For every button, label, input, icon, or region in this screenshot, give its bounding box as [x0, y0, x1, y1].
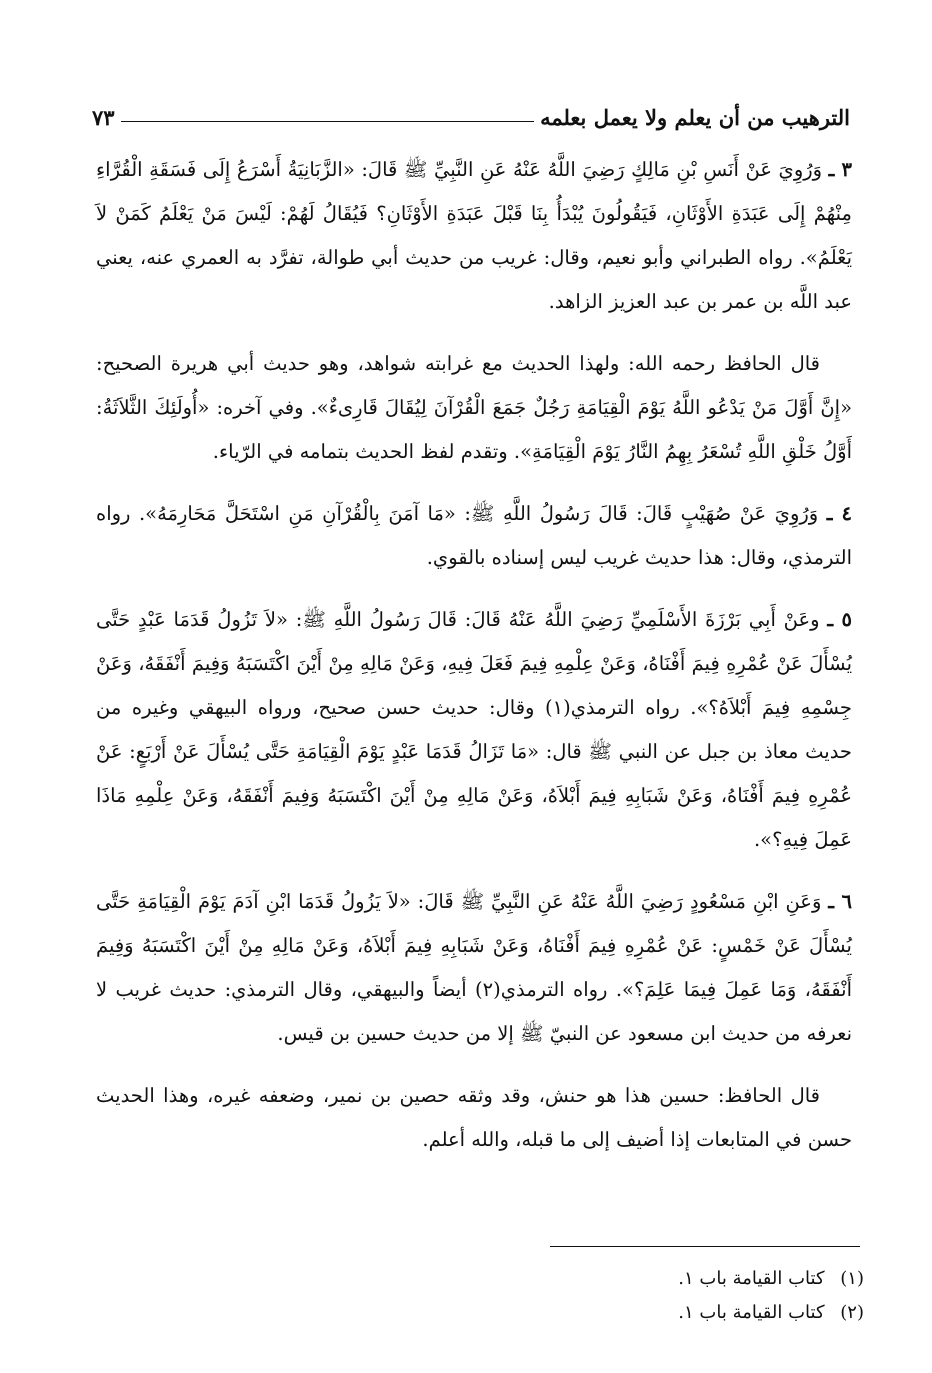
paragraph-text: وَعَنِ ابْنِ مَسْعُودٍ رَضِيَ اللَّهُ عَنْهُ عَنِ النَّبِيِّ ﷺ قَالَ: «لاَ يَزُولُ قَدَمَا ابْنِ آدَمَ يَوْمَ الْقِيَامَةِ حَتَّى يُسْأَلَ عَنْ خَمْسٍ: عَنْ عُمْرِهِ فِيمَ أَفْنَاهُ، وَعَنْ شَبَابِهِ فِيمَ أَبْلاَهُ، وَعَنْ مَالِهِ مِنْ أَيْنَ اكْتَسَبَهُ وَفِيمَ أَنْفَقَهُ، وَمَا عَمِلَ فِيمَا عَلِمَ؟». رواه الترمذي(٢) أيضاً والبيهقي، وقال الترمذي: حديث غريب لا نعرفه من حديث ابن مسعود عن النبيّ ﷺ إلا من حديث حسين بن قيس.: [96, 890, 852, 1045]
footnote-divider: [550, 1246, 860, 1247]
paragraph-text: وَرُوِيَ عَنْ أَنَسِ بْنِ مَالِكٍ رَضِيَ اللَّهُ عَنْهُ عَنِ النَّبِيِّ ﷺ قَالَ: «الزَّبَانِيَةُ أَسْرَعُ إِلَى فَسَقَةِ الْقُرَّاءِ مِنْهُمْ إِلَى عَبَدَةِ الأَوْثَانِ، فَيَقُولُونَ يُبْدَأُ بِنَا قَبْلَ عَبَدَةِ الأَوْثَانِ؟ فَيُقَالُ لَهُمْ: لَيْسَ مَنْ يَعْلَمُ كَمَنْ لاَ يَعْلَمُ». رواه الطبراني وأبو نعيم، وقال: غريب من حديث أبي طوالة، تفرَّد به العمري عنه، يعني عبد اللَّه بن عمر بن عبد العزيز الزاهد.: [96, 158, 852, 313]
paragraph-text: قال الحافظ رحمه الله: ولهذا الحديث مع غرابته شواهد، وهو حديث أبي هريرة الصحيح: «إِنَّ أَوَّلَ مَنْ يَدْعُو اللَّهُ يَوْمَ الْقِيَامَةِ رَجُلٌ جَمَعَ الْقُرْآنَ لِيُقَالَ قَارِىءٌ». وفي آخره: «أُولَئِكَ الثَّلاَثَةُ: أَوَّلُ خَلْقِ اللَّهِ تُسْعَرُ بِهِمُ النَّارُ يَوْمَ الْقِيَامَةِ». وتقدم لفظ الحديث بتمامه في الرّياء.: [96, 352, 852, 463]
paragraph-hafiz-comment-1: [96, 342, 852, 474]
paragraph-hadith-5: [96, 598, 852, 862]
footnote-number: (٢): [840, 1302, 864, 1323]
hadith-number: ٣ ـ: [828, 158, 852, 181]
paragraph-text: وعَنْ أَبِي بَرْزَةَ الأَسْلَمِيِّ رَضِيَ اللَّهُ عَنْهُ قَالَ: قَالَ رَسُولُ اللَّهِ ﷺ: «لاَ تَزُولُ قَدَمَا عَبْدٍ حَتَّى يُسْأَلَ عَنْ عُمْرِهِ فِيمَ أَفْنَاهُ، وَعَنْ عِلْمِهِ فِيمَ فَعَلَ فِيهِ، وَعَنْ مَالِهِ مِنْ أَيْنَ اكْتَسَبَهُ وَفِيمَ أَنْفَقَهُ، وَعَنْ جِسْمِهِ فِيمَ أَبْلاَهُ؟». رواه الترمذي(١) وقال: حديث حسن صحيح، ورواه البيهقي وغيره من حديث معاذ بن جبل عن النبي ﷺ قال: «مَا تَزَالُ قَدَمَا عَبْدٍ يَوْمَ الْقِيَامَةِ حَتَّى يُسْأَلَ عَنْ أَرْبَعٍ: عَنْ عُمْرِهِ فِيمَ أَفْنَاهُ، وَعَنْ شَبَابِهِ فِيمَ أَبْلاَهُ، وَعَنْ مَالِهِ مِنْ أَيْنَ اكْتَسَبَهُ وَفِيمَ أَنْفَقَهُ، وَعَنْ عِلْمِهِ مَاذَا عَمِلَ فِيهِ؟».: [96, 608, 852, 851]
footnote-text: كتاب القيامة باب ١.: [678, 1302, 825, 1323]
header-rule: [121, 121, 535, 122]
main-text: [96, 148, 852, 1180]
footnote-item: [540, 1262, 864, 1296]
hadith-number: ٥ ـ: [827, 608, 852, 631]
paragraph-hafiz-comment-2: [96, 1074, 852, 1162]
header-title: الترهيب من أن يعلم ولا يعمل بعلمه: [540, 105, 850, 130]
hadith-number: ٤ ـ: [826, 502, 852, 525]
running-header: [92, 96, 850, 130]
footnote-item: [540, 1296, 864, 1330]
paragraph-hadith-6: [96, 880, 852, 1056]
paragraph-hadith-3: [96, 148, 852, 324]
paragraph-hadith-4: [96, 492, 852, 580]
footnotes: [540, 1262, 864, 1330]
footnote-number: (١): [840, 1268, 864, 1289]
hadith-number: ٦ ـ: [828, 890, 852, 913]
paragraph-text: قال الحافظ: حسين هذا هو حنش، وقد وثقه حصين بن نمير، وضعفه غيره، وهذا الحديث حسن في المتابعات إذا أضيف إلى ما قبله، والله أعلم.: [96, 1084, 852, 1151]
footnote-text: كتاب القيامة باب ١.: [678, 1268, 825, 1289]
paragraph-text: وَرُوِيَ عَنْ صُهَيْبٍ قَالَ: قَالَ رَسُولُ اللَّهِ ﷺ: «مَا آمَنَ بِالْقُرْآنِ مَنِ اسْتَحَلَّ مَحَارِمَهُ». رواه الترمذي، وقال: هذا حديث غريب ليس إسناده بالقوي.: [96, 502, 852, 569]
page-number: ٧٣: [92, 105, 115, 130]
